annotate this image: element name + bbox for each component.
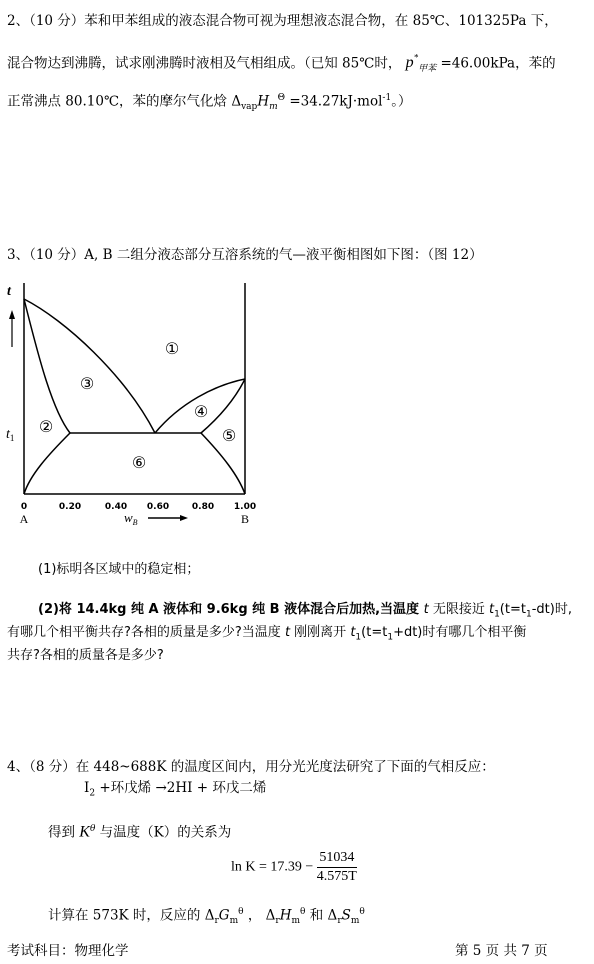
tick-label-060: 0.60 — [146, 502, 170, 512]
t-arrow-head — [9, 310, 15, 319]
q4-relation: 得到 $K^\theta$ 与温度（K）的关系为 — [48, 823, 232, 841]
q2-line2-value: =46.00kPa，苯的 — [440, 55, 556, 72]
q3-sub2-line2: 有哪几个相平衡共存?各相的质量是多少?当温度 t 刚刚离开 $t_1(t=t_1+dt)$时有哪几个相平衡 — [7, 625, 527, 643]
y-axis-label: t — [7, 284, 11, 299]
tick-label-020: 0.20 — [58, 502, 82, 512]
footer-page: 第 5 页 共 7 页 — [455, 943, 548, 959]
tick-label-100: 1.00 — [233, 502, 257, 512]
t1-label: $t_1$ — [6, 427, 15, 443]
q2-line2 — [7, 50, 556, 77]
liquid-curve-left — [24, 299, 70, 433]
solubility-curve-left — [24, 433, 70, 494]
end-label-a: A — [19, 512, 29, 526]
tick-label-0: 0 — [20, 502, 28, 512]
region-6-label: ⑥ — [131, 453, 147, 472]
q4-equation: ln K = 17.39 − $\frac{51034}{4.575T}$ — [231, 850, 357, 884]
q4-calc: 计算在 573K 时，反应的 $\Delta_rG_m^\theta$ ， $\Delta_rH_m^\theta$ 和 $\Delta_rS_m^\theta$ — [48, 907, 365, 927]
q4-equation-fraction: $\frac{51034}{4.575T}$ — [316, 850, 357, 884]
p-symbol: $p^*_{甲苯}$ — [405, 53, 437, 74]
q2-line3: 正常沸点 80.10℃，苯的摩尔气化焓 $\Delta_{vap}H_m^\Theta =34.27kJ\cdot mol^{-1}$。） — [7, 93, 412, 113]
q4-heading: 4、（8 分）在 448~688K 的温度区间内，用分光光度法研究了下面的气相反应： — [7, 759, 495, 775]
x-axis-label: $w_B$ — [124, 510, 138, 527]
wb-arrow-head — [180, 515, 188, 521]
vapor-curve-left — [24, 299, 155, 433]
region-3-label: ③ — [79, 374, 95, 393]
q2-line2-text: 混合物达到沸腾，试求刚沸腾时液相及气相组成。（已知 85℃时， — [7, 55, 402, 72]
q3-heading: 3、（10 分）A, B 二组分液态部分互溶系统的气—液平衡相图如下图：（图 12） — [7, 247, 483, 263]
footer-subject: 考试科目：物理化学 — [7, 943, 129, 959]
region-1-label: ① — [164, 339, 180, 358]
q3-sub1: (1)标明各区域中的稳定相； — [38, 562, 200, 577]
region-2-label: ② — [38, 417, 54, 436]
end-label-b: B — [240, 512, 250, 526]
region-4-label: ④ — [193, 402, 209, 421]
q2-line1: 2、（10 分）苯和甲苯组成的液态混合物可视为理想液态混合物，在 85℃、101325Pa 下， — [7, 13, 558, 29]
q3-sub2-line1: (2)将 14.4kg 纯 A 液体和 9.6kg 纯 B 液体混合后加热,当温度 t 无限接近 $t_1(t=t_1-dt)$时, — [38, 602, 572, 620]
tick-label-080: 0.80 — [191, 502, 215, 512]
region-5-label: ⑤ — [221, 426, 237, 445]
tick-label-040: 0.40 — [104, 502, 128, 512]
phase-diagram — [0, 275, 270, 530]
q4-reaction: $I_2$ +环戊烯 →2HI + 环戊二烯 — [84, 780, 267, 799]
q3-sub2-line3: 共存?各相的质量各是多少? — [7, 648, 164, 663]
